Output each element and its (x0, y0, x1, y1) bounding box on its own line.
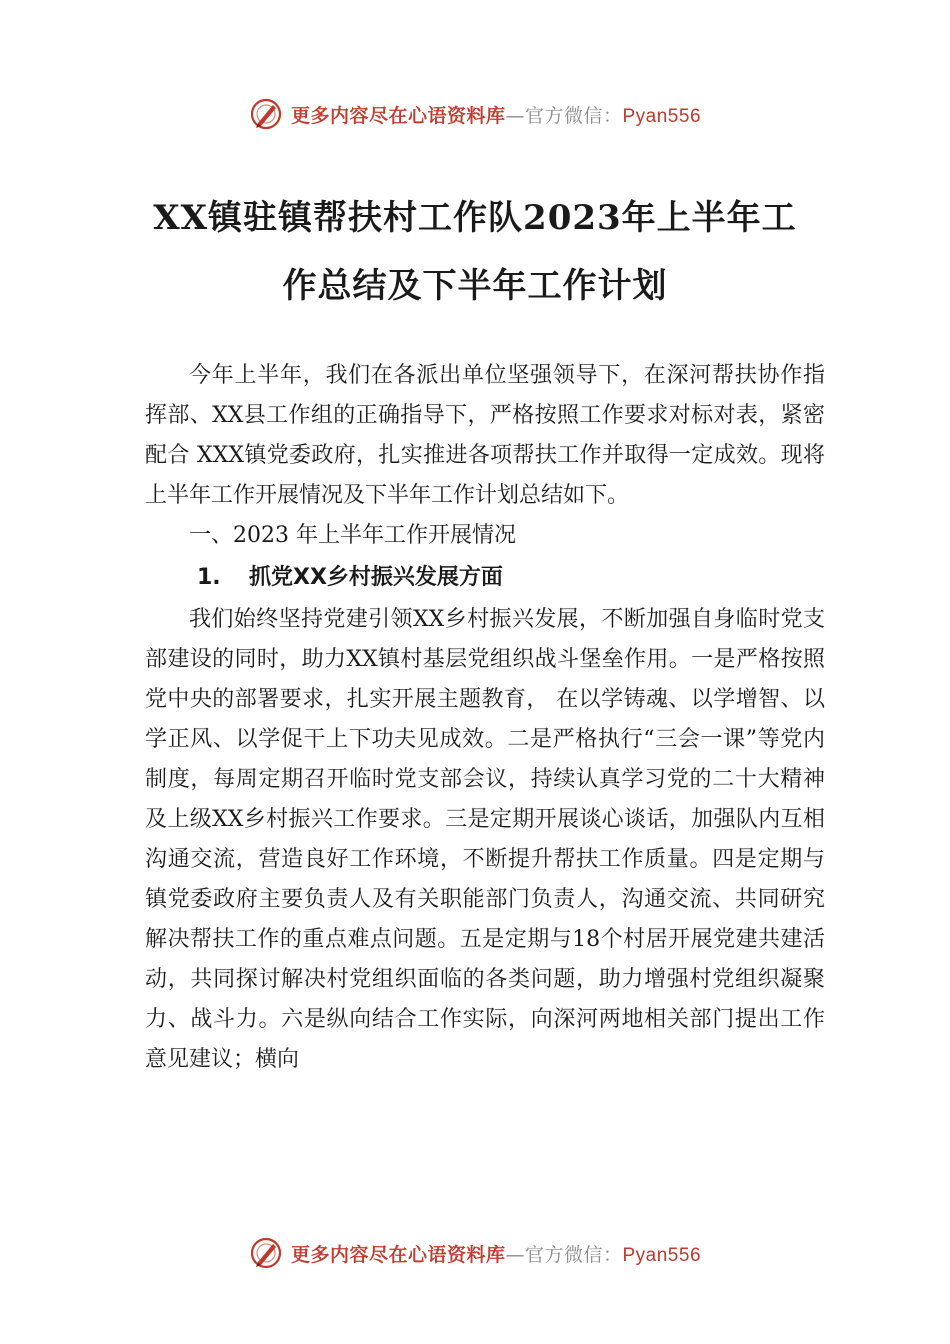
watermark-text (291, 1240, 701, 1267)
watermark-suffix: —官方微信： (505, 104, 623, 127)
watermark-wechat-id: Pyan556 (622, 105, 702, 127)
intro-paragraph: 今年上半年，我们在各派出单位坚强领导下，在深河帮扶协作指挥部、XX县工作组的正确指导下，严格按照工作要求对标对表，紧密配合 XXX镇党委政府，扎实推进各项帮扶工作并取得一定成效。现将上半年工作开展情况及下半年工作计划总结如下。 (145, 363, 825, 508)
subsection-title: 抓党XX乡村振兴发展方面 (249, 565, 503, 590)
subsection-heading-1 (145, 556, 825, 600)
watermark-wechat-id: Pyan556 (622, 1244, 702, 1266)
document-body (145, 356, 825, 1080)
section-heading-1: 一、2023 年上半年工作开展情况 (189, 523, 516, 548)
watermark-suffix: —官方微信： (505, 1243, 623, 1266)
document-title: XX镇驻镇帮扶村工作队2023年上半年工作总结及下半年工作计划 (153, 198, 797, 306)
watermark-footer (0, 1233, 950, 1273)
watermark-header (0, 94, 950, 134)
watermark-brand: 更多内容尽在心语资料库 (290, 1243, 506, 1266)
watermark-brand: 更多内容尽在心语资料库 (290, 104, 506, 127)
subsection-number: 1. (197, 565, 221, 590)
pen-seal-logo-icon (249, 1236, 283, 1270)
pen-seal-logo-icon (249, 97, 283, 131)
subsection-body-paragraph: 我们始终坚持党建引领XX乡村振兴发展，不断加强自身临时党支部建设的同时，助力XX镇村基层党组织战斗堡垒作用。一是严格按照党中央的部署要求，扎实开展主题教育， 在以学铸魂、以学增智、以学正风、以学促干上下功夫见成效。二是严格执行“三会一课”等党内制度，每周定期召开临时党支部会议，持续认真学习党的二十大精神及上级XX乡村振兴工作要求。三是定期开展谈心谈话，加强队内互相沟通交流，营造良好工作环境，不断提升帮扶工作质量。四是定期与镇党委政府主要负责人及有关职能部门负责人，沟通交流、共同研究解决帮扶工作的重点难点问题。五是定期与18个村居开展党建共建活动，共同探讨解决村党组织面临的各类问题，助力增强村党组织凝聚力、战斗力。六是纵向结合工作实际，向深河两地相关部门提出工作意见建议；横向 (145, 607, 825, 1072)
watermark-text (291, 101, 701, 128)
